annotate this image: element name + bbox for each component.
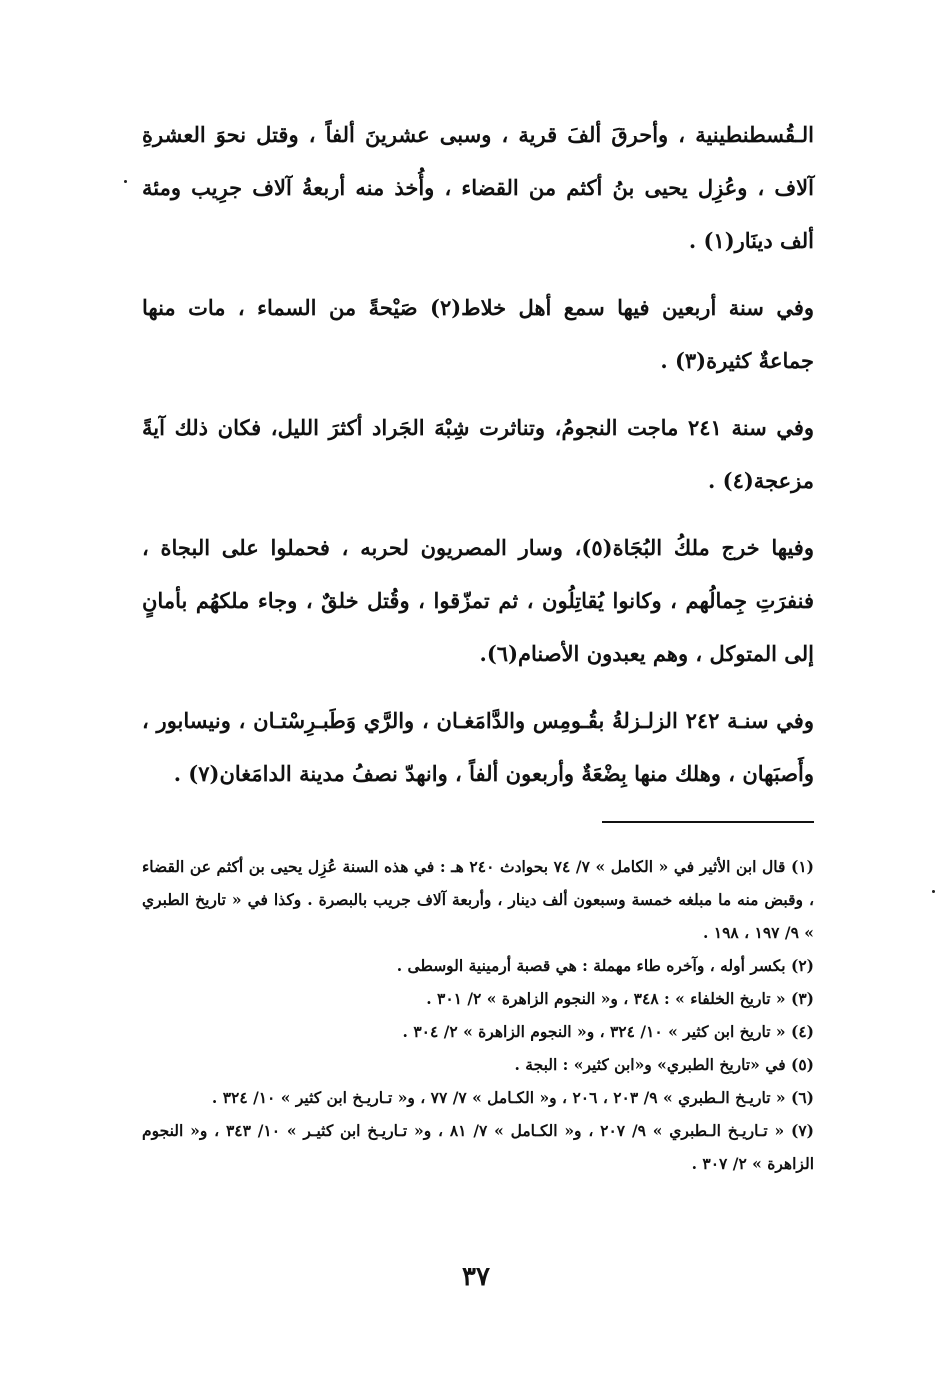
- paragraph: وفيها خرج ملكُ البُجَاة(٥)، وسار المصريون لحربه ، فحملوا على البجاة ، فنفرَتِ جِمالُهم ، وكانوا يُقاتِلُون ، ثم تمزّقوا ، وقُتل خلقٌ ، وجاء ملكهُم بأمانٍ إلى المتوكل ، وهم يعبدون الأصنام(٦).: [142, 535, 814, 666]
- footnote: (١) قال ابن الأثير في « الكامل » ٧/ ٧٤ بحوادث ٢٤٠ هـ : في هذه السنة عُزِل يحيى بن أكثم عن القضاء ، وقبض منه ما مبلغه خمسة وسبعون ألف دينار ، وأربعة آلاف جريب بالبصرة . وكذا في « تاريخ الطبري » ٩/ ١٩٧ ، ١٩٨ .: [142, 857, 814, 942]
- footnote: (٦) « تاريـخ الـطبري » ٩/ ٢٠٣ ، ٢٠٦ ، و« الكـامل » ٧/ ٧٧ ، و« تـاريـخ ابن كثير » ١٠/ ٣٢٤ .: [211, 1088, 814, 1107]
- scan-speck: [932, 890, 935, 893]
- footnote: (٢) بكسر أوله ، وآخره طاء مهملة : هي قصبة أرمينية الوسطى .: [396, 956, 814, 975]
- footnote: (٣) « تاريخ الخلفاء » : ٣٤٨ ، و« النجوم الزاهرة » ٢/ ٣٠١ .: [426, 989, 814, 1008]
- paragraph: وفي سنـة ٢٤٢ الزلـزلةُ بقُـومِس والدَّامَغـان ، والرَّي وَطَبـرِسْتـان ، ونيسابور ، وأَصبَهان ، وهلك منها بِضْعَةٌ وأربعون ألفاً ، وانهدّ نصفُ مدينة الدامَغان(٧) .: [142, 708, 814, 786]
- main-text: [142, 108, 814, 800]
- scan-speck: [124, 180, 127, 183]
- footnote: (٥) في «تاريخ الطبري» و«ابن كثير» : البجة .: [514, 1055, 814, 1074]
- paragraph: وفي سنة ٢٤١ ماجت النجومُ، وتناثرت شِبْهَ الجَراد أكثرَ الليل، فكان ذلك آيةً مزعجة(٤) .: [142, 415, 815, 493]
- footnote: (٤) « تاريخ ابن كثير » ١٠/ ٣٢٤ ، و« النجوم الزاهرة » ٢/ ٣٠٤ .: [402, 1022, 814, 1041]
- footnotes: [142, 850, 814, 1180]
- footnote: (٧) « تـاريـخ الـطبري » ٩/ ٢٠٧ ، و« الكـامل » ٧/ ٨١ ، و« تـاريـخ ابن كثيـر » ١٠/ ٣٤٣ ، و« النجوم الزاهرة » ٢/ ٣٠٧ .: [142, 1121, 814, 1173]
- page-number: ٣٧: [462, 1262, 490, 1292]
- paragraph: وفي سنة أربعين فيها سمع أهل خلاط(٢) صَيْحةً من السماء ، مات منها جماعةٌ كثيرة(٣) .: [142, 295, 815, 373]
- paragraph: الـقُسطنطينية ، وأحرقَ ألفَ قرية ، وسبى عشرينَ ألفاً ، وقتل نحوَ العشرةِ آلاف ، وعُزِل يحيى بنُ أكثم من القضاء ، وأُخذ منه أربعةُ آلاف جرِيب ومئة ألف دينَار(١) .: [142, 122, 814, 253]
- footnote-divider: [602, 821, 814, 823]
